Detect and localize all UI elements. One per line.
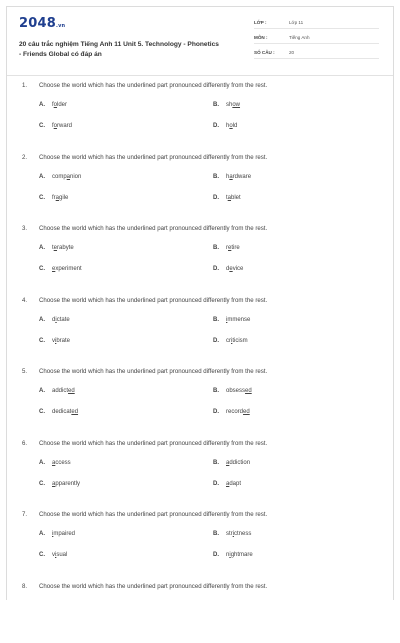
word-prefix: fr — [52, 194, 56, 201]
word-prefix: d — [52, 316, 56, 323]
worksheet — [6, 6, 394, 600]
question-item — [7, 583, 393, 643]
question-text: Choose the world which has the underlined part pronounced differently from the rest. — [39, 225, 268, 232]
header-divider — [7, 75, 393, 76]
underlined-part: i — [231, 337, 233, 344]
site-logo[interactable] — [19, 16, 65, 31]
answer-option[interactable] — [39, 552, 67, 558]
answer-option[interactable] — [213, 409, 250, 415]
underlined-part: e — [52, 266, 56, 272]
word-prefix: r — [226, 245, 228, 251]
word-suffix: nion — [70, 173, 82, 180]
word-prefix: h — [226, 123, 230, 129]
option-word — [52, 388, 75, 394]
question-text: Choose the world which has the underlined part pronounced differently from the rest. — [39, 582, 268, 590]
option-word — [226, 460, 250, 466]
answer-option[interactable] — [39, 266, 82, 272]
option-letter: C. — [39, 266, 45, 272]
question-text: Choose the world which has the underlined part pronounced differently from the rest. — [39, 368, 268, 375]
option-word — [226, 195, 241, 201]
underlined-part: ed — [68, 388, 75, 394]
option-letter: A. — [39, 245, 45, 251]
option-letter: B. — [213, 173, 219, 180]
option-word — [52, 409, 78, 415]
word-suffix: brate — [56, 337, 71, 344]
word-prefix: d — [226, 266, 230, 272]
answer-option[interactable] — [39, 317, 70, 323]
meta-key: SỐ CÂU : — [254, 50, 275, 55]
option-letter: D. — [213, 194, 219, 201]
option-word — [52, 460, 71, 466]
option-letter: B. — [213, 245, 219, 251]
option-word — [226, 245, 240, 251]
underlined-part: e — [228, 245, 232, 251]
meta-value: 20 — [289, 50, 295, 55]
word-prefix: f — [52, 123, 54, 129]
underlined-part: o — [53, 123, 58, 129]
underlined-part: ed — [245, 388, 252, 394]
meta-info — [254, 17, 379, 62]
word-prefix: obsess — [226, 388, 246, 394]
worksheet-header — [7, 7, 393, 75]
question-number: 4. — [22, 296, 28, 304]
word-suffix: vice — [232, 266, 244, 272]
option-word — [52, 481, 80, 487]
underlined-part: a — [226, 459, 230, 466]
option-letter: D. — [213, 337, 219, 344]
answer-option[interactable] — [39, 245, 74, 251]
answer-option[interactable] — [39, 409, 78, 415]
option-letter: D. — [213, 480, 219, 487]
word-prefix: str — [226, 531, 233, 537]
option-letter: C. — [39, 552, 45, 558]
option-word — [226, 174, 251, 180]
option-word — [52, 338, 70, 344]
word-prefix: addict — [52, 388, 69, 394]
word-suffix: sual — [56, 552, 68, 558]
option-letter: B. — [213, 316, 219, 323]
answer-option[interactable] — [39, 388, 75, 394]
meta-value: Tiếng Anh — [289, 35, 310, 40]
option-letter: A. — [39, 459, 45, 466]
option-word — [52, 123, 72, 129]
question-text: Choose the world which has the underlined part pronounced differently from the rest. — [39, 439, 268, 447]
underlined-part: e — [53, 245, 58, 251]
word-suffix: rdware — [232, 173, 252, 180]
underlined-part: a — [52, 459, 56, 466]
word-suffix: pparently — [55, 480, 81, 487]
underlined-part: i — [229, 552, 231, 558]
option-word — [52, 531, 75, 537]
option-letter: B. — [213, 531, 219, 537]
option-letter: C. — [39, 194, 45, 201]
option-letter: B. — [213, 102, 219, 108]
word-prefix: v — [52, 552, 55, 558]
word-prefix: t — [52, 245, 54, 251]
meta-row-count — [254, 47, 379, 59]
underlined-part: ed — [243, 409, 250, 415]
question-number: 2. — [22, 153, 28, 161]
answer-option[interactable] — [213, 174, 251, 180]
option-letter: A. — [39, 388, 45, 394]
meta-key: LỚP : — [254, 20, 267, 25]
underlined-part: i — [52, 531, 54, 537]
word-suffix: gile — [59, 194, 69, 201]
answer-option[interactable] — [39, 174, 81, 180]
word-suffix: lder — [57, 102, 68, 108]
option-letter: D. — [213, 266, 219, 272]
word-prefix: sh — [226, 102, 233, 108]
answer-option[interactable] — [39, 338, 70, 344]
question-text: Choose the world which has the underlined part pronounced differently from the rest. — [39, 82, 268, 89]
word-suffix: rabyte — [57, 245, 74, 251]
option-letter: A. — [39, 173, 45, 180]
option-word — [226, 552, 253, 558]
underlined-part: a — [52, 480, 56, 487]
logo-suffix: .vn — [55, 23, 66, 29]
question-number: 5. — [22, 368, 28, 375]
option-letter: D. — [213, 409, 219, 415]
option-word — [226, 102, 240, 108]
word-suffix: ccess — [55, 459, 71, 466]
word-suffix: xperiment — [55, 266, 82, 272]
question-number: 8. — [22, 582, 28, 590]
underlined-part: a — [227, 194, 232, 201]
option-word — [226, 481, 241, 487]
answer-option[interactable] — [39, 460, 71, 466]
question-number: 7. — [22, 511, 28, 518]
answer-option[interactable] — [213, 102, 240, 108]
underlined-part: i — [55, 337, 57, 344]
option-word — [226, 338, 248, 344]
question-text: Choose the world which has the underlined part pronounced differently from the rest. — [39, 153, 268, 161]
option-word — [226, 123, 237, 129]
question-text: Choose the world which has the underlined part pronounced differently from the rest. — [39, 511, 268, 518]
option-word — [52, 102, 67, 108]
logo-text: 2048 — [19, 16, 56, 31]
option-letter: C. — [39, 480, 45, 487]
word-suffix: ld — [232, 123, 238, 129]
meta-row-subject — [254, 32, 379, 44]
underlined-part: i — [232, 531, 235, 537]
word-suffix: ticism — [232, 337, 248, 344]
question-text: Choose the world which has the underlined part pronounced differently from the rest. — [39, 296, 268, 304]
word-prefix: v — [52, 337, 55, 344]
question-item — [7, 440, 393, 500]
option-letter: D. — [213, 552, 219, 558]
word-suffix: mpaired — [53, 531, 76, 537]
meta-key: MÔN : — [254, 35, 268, 40]
option-letter: B. — [213, 459, 219, 466]
question-item — [7, 368, 393, 428]
word-suffix: ghtmare — [230, 552, 253, 558]
question-item — [7, 297, 393, 357]
option-letter: A. — [39, 531, 45, 537]
answer-option[interactable] — [39, 195, 68, 201]
answer-option[interactable] — [213, 266, 243, 272]
underlined-part: ed — [71, 409, 79, 415]
option-word — [226, 388, 252, 394]
word-suffix: tire — [231, 245, 240, 251]
underlined-part: a — [55, 194, 60, 201]
option-letter: C. — [39, 409, 45, 415]
answer-option[interactable] — [39, 102, 67, 108]
question-number: 3. — [22, 225, 28, 232]
answer-option[interactable] — [39, 531, 75, 537]
underlined-part: e — [229, 266, 233, 272]
answer-option[interactable] — [213, 388, 252, 394]
underlined-part: o — [229, 123, 233, 129]
answer-option[interactable] — [213, 123, 237, 129]
word-prefix: t — [226, 194, 228, 201]
option-word — [52, 266, 82, 272]
option-word — [52, 245, 74, 251]
word-suffix: blet — [231, 194, 241, 201]
meta-row-class — [254, 17, 379, 29]
question-item — [7, 225, 393, 285]
underlined-part: ow — [232, 102, 241, 108]
word-suffix: ddiction — [229, 459, 251, 466]
word-suffix: ctate — [56, 316, 70, 323]
option-word — [226, 409, 250, 415]
option-word — [52, 174, 81, 180]
underlined-part: a — [229, 173, 233, 180]
option-letter: B. — [213, 388, 219, 394]
answer-option[interactable] — [213, 245, 240, 251]
option-word — [52, 195, 68, 201]
word-prefix: h — [226, 173, 230, 180]
question-item — [7, 82, 393, 142]
answer-option[interactable] — [39, 481, 80, 487]
option-letter: D. — [213, 123, 219, 129]
answer-option[interactable] — [39, 123, 72, 129]
answer-option[interactable] — [213, 531, 251, 537]
answer-option[interactable] — [213, 195, 241, 201]
option-letter: A. — [39, 316, 45, 323]
word-suffix: ctness — [234, 531, 252, 537]
word-prefix: dedicat — [52, 409, 72, 415]
word-suffix: mmense — [227, 316, 251, 323]
question-number: 1. — [22, 82, 28, 89]
option-word — [52, 317, 70, 323]
underlined-part: a — [66, 173, 71, 180]
answer-option[interactable] — [213, 317, 250, 323]
option-word — [226, 531, 251, 537]
word-prefix: record — [226, 409, 244, 415]
answer-option[interactable] — [213, 552, 253, 558]
question-item — [7, 511, 393, 571]
question-item — [7, 154, 393, 214]
underlined-part: a — [226, 480, 230, 487]
word-prefix: n — [226, 552, 230, 558]
underlined-part: i — [226, 316, 228, 323]
underlined-part: i — [55, 552, 57, 558]
word-prefix: comp — [52, 173, 67, 180]
word-suffix: rward — [57, 123, 73, 129]
answer-option[interactable] — [213, 460, 250, 466]
word-suffix: dapt — [229, 480, 242, 487]
question-number: 6. — [22, 439, 28, 447]
answer-option[interactable] — [213, 338, 248, 344]
option-letter: C. — [39, 337, 45, 344]
page-title: 20 câu trắc nghiệm Tiếng Anh 11 Unit 5. Technology - Phonetics - Friends Global có đáp án — [19, 41, 219, 58]
underlined-part: o — [53, 102, 58, 108]
option-letter: A. — [39, 102, 45, 108]
option-letter: C. — [39, 123, 45, 129]
option-word — [52, 552, 67, 558]
option-word — [226, 266, 243, 272]
word-prefix: f — [52, 102, 54, 108]
option-word — [226, 317, 250, 323]
meta-value: Lớp 11 — [289, 20, 304, 25]
answer-option[interactable] — [213, 481, 241, 487]
word-prefix: cr — [226, 337, 231, 344]
underlined-part: i — [55, 316, 57, 323]
